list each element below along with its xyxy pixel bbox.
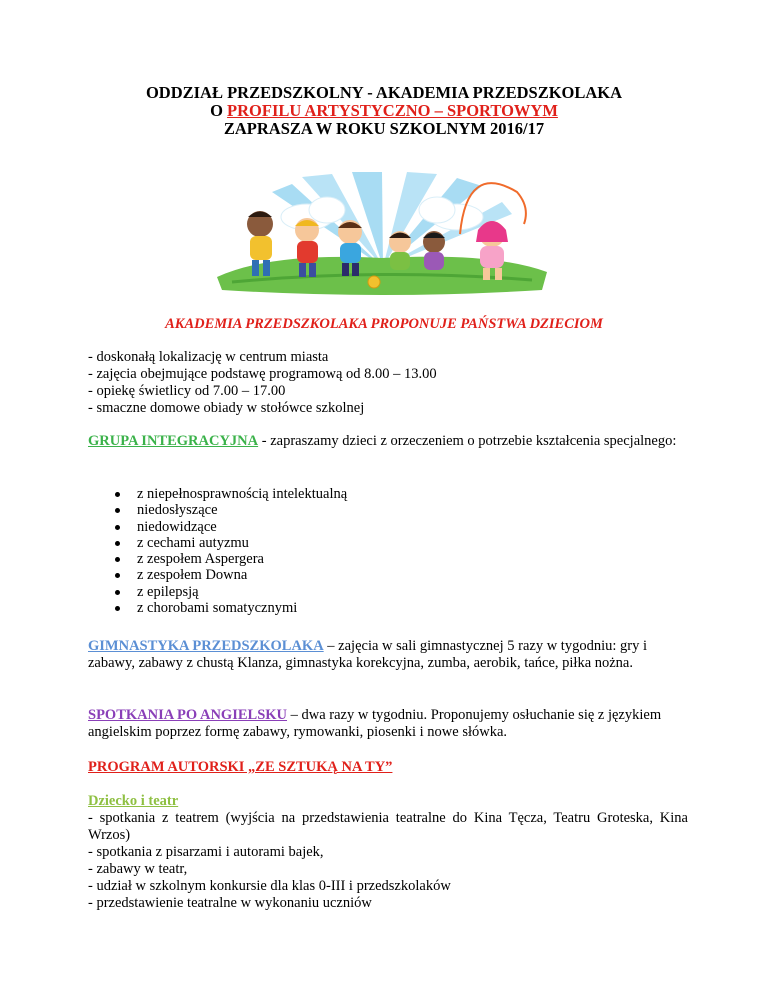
bullet-icon xyxy=(115,508,120,513)
list-item xyxy=(88,486,347,502)
integration-group-text: - zapraszamy dzieci z orzeczeniem o potrzebie kształcenia specjalnego: xyxy=(258,433,677,449)
english-title: SPOTKANIA PO ANGIELSKU xyxy=(88,707,288,723)
bullet-icon xyxy=(115,606,120,611)
list-item xyxy=(88,584,347,600)
english-paragraph xyxy=(88,707,688,741)
program-heading xyxy=(88,759,688,776)
list-item-text: z cechami autyzmu xyxy=(137,534,249,551)
bullet-icon xyxy=(115,541,120,546)
header-line-2 xyxy=(0,102,768,120)
theatre-item: - spotkania z pisarzami i autorami bajek, xyxy=(88,844,324,860)
list-item-text: niedowidzące xyxy=(137,518,217,535)
list-item-text: z chorobami somatycznymi xyxy=(137,600,298,617)
bullet-icon xyxy=(115,590,120,595)
integration-group-paragraph xyxy=(88,433,688,450)
list-item-text: z epilepsją xyxy=(137,583,199,600)
list-item-text: z zespołem Aspergera xyxy=(137,551,264,568)
benefits-list xyxy=(88,349,688,417)
gymnastics-text: – zajęcia w sali gimnastycznej 5 razy w tygodniu: gry i zabawy, zabawy z chustą Klanza, gimnastyka korekcyjna, zumba, aerobik, tańce, piłka nożna. xyxy=(88,638,648,671)
bullet-icon xyxy=(115,525,120,530)
header-line-3: ZAPRASZA W ROKU SZKOLNYM 2016/17 xyxy=(223,119,545,138)
gymnastics-paragraph xyxy=(88,638,688,672)
bullet-icon xyxy=(115,557,120,562)
theatre-item: - zabawy w teatr, xyxy=(88,861,188,877)
theatre-item: - spotkania z teatrem (wyjścia na przedstawienia teatralne do Kina Tęcza, Teatru Groteska, Kina Wrzos) xyxy=(88,810,688,843)
theatre-title: Dziecko i teatr xyxy=(88,793,179,809)
list-item-text: z niepełnosprawnością intelektualną xyxy=(137,486,348,502)
benefit-item: - zajęcia obejmujące podstawę programową od 8.00 – 13.00 xyxy=(88,366,437,382)
theatre-section xyxy=(88,793,688,912)
ball xyxy=(368,276,380,288)
header-profile-highlight: PROFILU ARTYSTYCZNO – SPORTOWYM xyxy=(227,101,558,120)
list-item-text: niedosłyszące xyxy=(137,502,218,519)
benefit-item: - doskonałą lokalizację w centrum miasta xyxy=(88,349,329,365)
benefit-item: - opiekę świetlicy od 7.00 – 17.00 xyxy=(88,383,286,399)
integration-group-title: GRUPA INTEGRACYJNA xyxy=(88,433,259,449)
theatre-item: - udział w szkolnym konkursie dla klas 0-III i przedszkolaków xyxy=(88,878,451,894)
bullet-icon xyxy=(115,492,120,497)
list-item xyxy=(88,535,347,551)
list-item xyxy=(88,567,347,583)
proposal-heading: AKADEMIA PRZEDSZKOLAKA PROPONUJE PAŃSTWA DZIECIOM xyxy=(165,316,603,332)
theatre-item: - przedstawienie teatralne w wykonaniu uczniów xyxy=(88,895,372,911)
list-item xyxy=(88,551,347,567)
list-item xyxy=(88,519,347,535)
children-playing-illustration xyxy=(212,172,554,300)
benefit-item: - smaczne domowe obiady w stołówce szkolnej xyxy=(88,400,365,416)
list-item xyxy=(88,600,347,616)
list-item xyxy=(88,502,347,518)
special-needs-list xyxy=(88,486,347,616)
gymnastics-title: GIMNASTYKA PRZEDSZKOLAKA xyxy=(88,638,324,654)
english-text: – dwa razy w tygodniu. Proponujemy osłuchanie się z językiem angielskim poprzez formę zabawy, rymowanki, piosenki i nowe słówka. xyxy=(88,707,662,740)
document-header xyxy=(0,84,768,138)
program-title: PROGRAM AUTORSKI „ZE SZTUKĄ NA TY” xyxy=(88,759,393,775)
list-item-text: z zespołem Downa xyxy=(137,567,248,584)
kid-5 xyxy=(423,231,445,270)
bullet-icon xyxy=(115,573,120,578)
header-line-1: ODDZIAŁ PRZEDSZKOLNY - AKADEMIA PRZEDSZKOLAKA xyxy=(145,83,623,102)
header-line-2-prefix: O xyxy=(210,101,228,120)
